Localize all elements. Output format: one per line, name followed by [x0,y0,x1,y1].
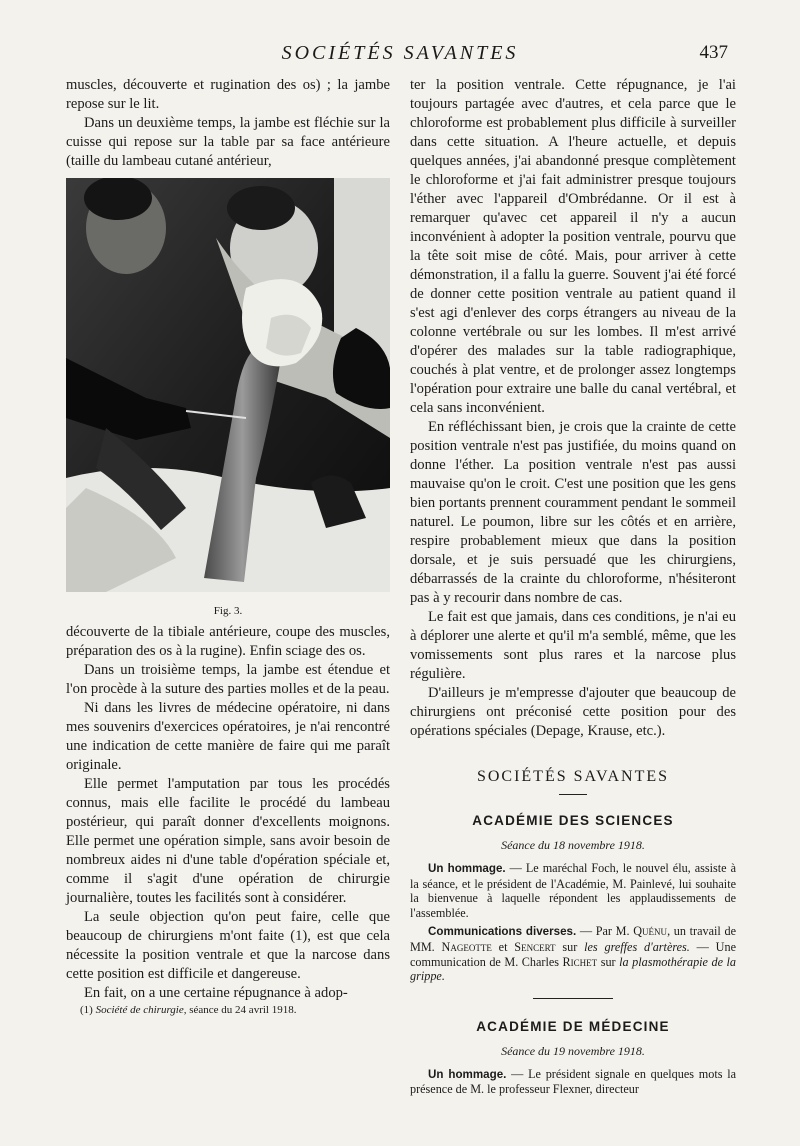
news-item [410,1067,736,1097]
paragraph: Elle permet l'amputation par tous les procédés connus, mais elle facilite le procédé du lambeau postérieur, qui paraît donner d'excellents moignons. Elle permet une opération simple, sans avoir besoin de nombreux aides ni d'une table d'opération spéciale et, comme il s'agit d'une opération de chirurgie journalière, toutes les facilités sont à considérer. [66,776,390,906]
item-text: — Une communication de M. Charles [410,939,736,969]
section-heading: SOCIÉTÉS SAVANTES [476,768,670,785]
paragraph: Dans un deuxième temps, la jambe est fléchie sur la cuisse qui repose sur la table par sa face antérieure (taille du lambeau cutané antérieur, [66,115,390,169]
paragraph: En réfléchissant bien, je crois que la crainte de cette position ventrale n'est pas justifiée, du moins quand on donne l'éther. La position ventrale n'est pas aussi mauvaise qu'on le croit. C'est une position que les gens bien portants prennent couramment pendant le sommeil naturel. Le poumon, libre sur les côtés et en arrière, respire probablement mieux que dans la position dorsale, et je suis persuadé que les chirurgiens, débarrassés de la crainte du chloroforme, n'hésiteront pas à y recourir dans nombre de cas. [410,419,736,606]
figure-caption: Fig. 3. [213,605,243,617]
footnote-marker: (1) [80,1004,93,1016]
surgery-photograph [66,178,390,592]
work-title: la plasmothérapie de la grippe. [410,954,736,984]
paragraph: La seule objection qu'on peut faire, celle que beaucoup de chirurgiens m'ont faite (1), est que cela nécessite la position ventrale et que la narcose dans cette position est difficile et dangereuse. [66,909,390,982]
footnote-source: Société de chirurgie, [95,1004,187,1016]
item-text: — Par M. [576,924,634,939]
item-text: , un travail de MM. [410,924,736,954]
running-title: SOCIÉTÉS SAVANTES [281,42,519,64]
right-column [410,76,736,1097]
paragraph: Ni dans les livres de médecine opératoire, ni dans mes souvenirs d'exercices opératoires, je n'ai rencontré une indication de cette manière de faire qui me paraît originale. [66,700,390,773]
divider [533,998,613,999]
item-lead: Communications diverses. [428,925,577,939]
session-date: Séance du 19 novembre 1918. [501,1043,645,1058]
author-name: Quénu [633,924,668,939]
author-name: Sencert [514,939,556,954]
item-lead: Un hommage. [428,862,506,875]
item-text: — Le maréchal Foch, le nouvel élu, assiste à la séance, et le président de l'Académie, M. Painlevé, lui souhaite la bienvenue à laquelle répondent les applaudissements de l'assemblée. [410,861,736,920]
divider [559,794,587,795]
item-text: — Le président signale en quelques mots la présence de M. le professeur Flexner, directeur [410,1066,737,1097]
paragraph: ter la position ventrale. Cette répugnance, je l'ai toujours partagée avec d'autres, et cela parce que le chloroforme est probablement plus difficile à surveiller dans cette situation. A l'heure actuelle, et depuis quelques années, j'ai abandonné presque complètement le chloroforme et j'ai fait administrer presque toujours l'éther avec l'appareil d'Ombrédanne. Or il est à remarquer qu'avec cet appareil il n'y a aucun inconvénient à adopter la position ventrale, pourvu que la tête soit mise de côté. Mais, pour arriver à cette démonstration, il a fallu la guerre. Souvent j'ai été forcé de donner cette position ventrale au patient quand il s'est agi d'enlever des corps étrangers au niveau de la colonne vertébrale ou sur les lombes. Il m'est arrivé d'opérer des malades sur la table radiographique, couchés à plat ventre, et de prolonger assez longtemps l'opération pour extraire une balle du canal vertébral, et cela sans inconvénient. [410,77,736,416]
session-date: Séance du 18 novembre 1918. [501,838,645,852]
paragraph: En fait, on a une certaine répugnance à adop- [84,985,348,1001]
academy-title: ACADÉMIE DES SCIENCES [472,813,674,828]
paragraph: D'ailleurs je m'empresse d'ajouter que beaucoup de chirurgiens ont préconisé cette position pour des opérations spéciales (Depage, Krause, etc.). [410,685,736,739]
footnote-date: séance du 24 avril 1918. [189,1004,297,1016]
item-text: sur [597,954,620,969]
item-text: et [491,939,515,954]
author-name: Richet [562,954,598,969]
left-column [66,76,390,1017]
item-text: sur [555,939,585,954]
paragraph: muscles, découverte et rugination des os) ; la jambe repose sur le lit. [66,77,390,112]
paragraph: Le fait est que jamais, dans ces conditions, je n'ai eu à déplorer une alerte et qu'il m'a semblé, même, que les vomissements sont plus rares et la narcose plus régulière. [410,609,736,682]
footnote [66,1003,390,1017]
author-name: Nageotte [441,939,492,954]
paragraph: découverte de la tibiale antérieure, coupe des muscles, préparation des os à la rugine). Enfin sciage des os. [66,624,390,659]
work-title: les greffes d'artères. [584,939,690,954]
paragraph: Dans un troisième temps, la jambe est étendue et l'on procède à la suture des parties molles et de la peau. [66,662,390,697]
page-header [60,42,740,72]
news-item [410,861,736,920]
item-lead: Un hommage. [428,1067,507,1081]
page-number: 437 [699,42,728,63]
news-item [410,924,736,983]
academy-title: ACADÉMIE DE MÉDECINE [476,1018,670,1034]
